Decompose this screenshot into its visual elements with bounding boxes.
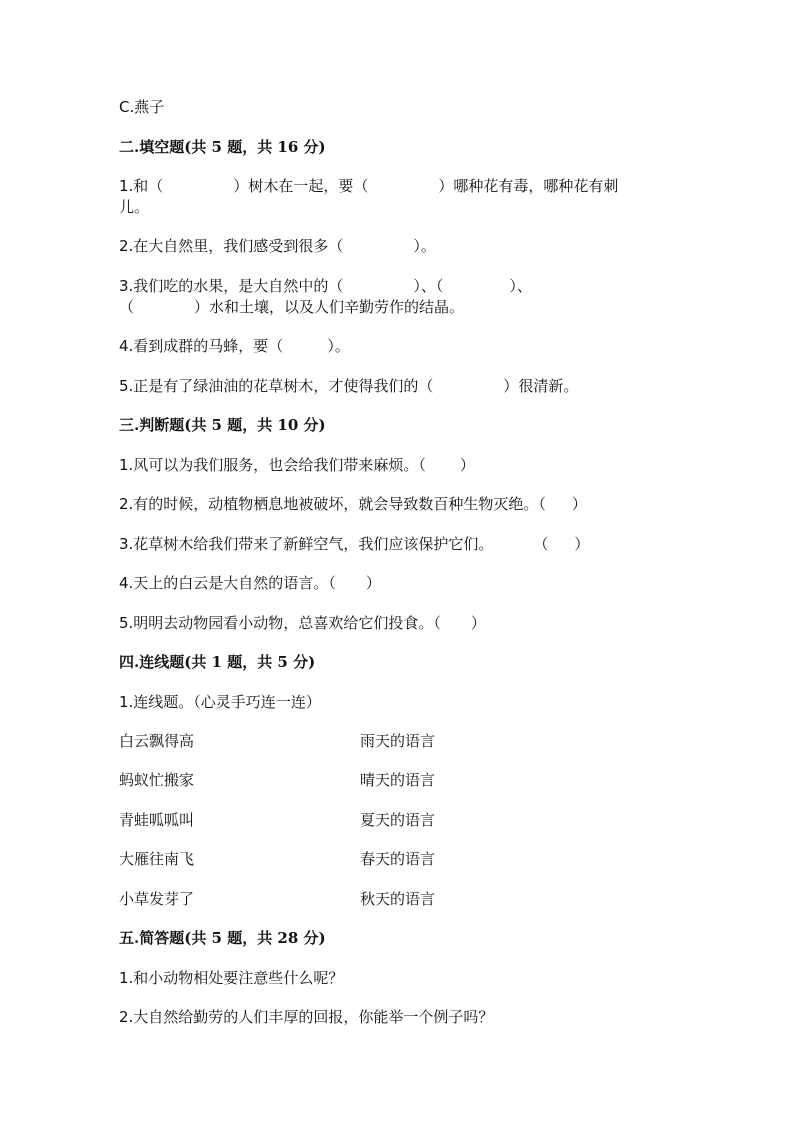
judge-q1 xyxy=(119,455,475,475)
judge-q5-text: 5.明明去动物园看小动物，总喜欢给它们投食。（ xyxy=(119,614,441,632)
match-left-item: 蚂蚁忙搬家 xyxy=(119,771,195,789)
fill-q3-part-d: （ xyxy=(119,298,135,316)
fill-q3-part-b: ）、（ xyxy=(413,277,444,295)
judge-q3 xyxy=(119,534,589,554)
section-fill-title: 二.填空题(共 5 题，共 16 分) xyxy=(119,138,326,156)
fill-q4 xyxy=(119,336,350,356)
match-right-item: 夏天的语言 xyxy=(360,811,436,829)
match-prompt: 1.连线题。（心灵手巧连一连） xyxy=(119,693,321,711)
match-left-item: 白云飘得高 xyxy=(119,732,195,750)
fill-q1-line2: 儿。 xyxy=(119,198,150,216)
judge-q1-text: 1.风可以为我们服务，也会给我们带来麻烦。（ xyxy=(119,456,426,474)
fill-q5 xyxy=(119,376,578,396)
fill-q3-part-e: ）水和土壤，以及人们辛勤劳作的结晶。 xyxy=(194,298,465,316)
short-q2: 2.大自然给勤劳的人们丰厚的回报，你能举一个例子吗？ xyxy=(119,1008,494,1026)
fill-q4-part-b: ）。 xyxy=(327,337,350,355)
fill-q1-line1 xyxy=(119,176,618,196)
match-left-item: 青蛙呱呱叫 xyxy=(119,811,195,829)
fill-q3-line2 xyxy=(119,297,464,317)
judge-q2 xyxy=(119,494,587,514)
judge-q4-close: ） xyxy=(365,574,381,592)
judge-q1-close: ） xyxy=(459,456,475,474)
fill-q2 xyxy=(119,236,436,256)
match-right-item: 晴天的语言 xyxy=(360,771,436,789)
judge-q4 xyxy=(119,573,381,593)
judge-q5-close: ） xyxy=(470,614,486,632)
fill-q3-part-a: 3.我们吃的水果，是大自然中的（ xyxy=(119,277,344,295)
fill-q2-part-a: 2.在大自然里，我们感受到很多（ xyxy=(119,237,344,255)
section-short-title: 五.简答题(共 5 题，共 28 分) xyxy=(119,929,326,947)
fill-q3-line1 xyxy=(119,276,532,296)
judge-q3-text: 3.花草树木给我们带来了新鲜空气，我们应该保护它们。 xyxy=(119,535,494,553)
match-left-item: 大雁往南飞 xyxy=(119,850,195,868)
fill-q1-part-c: ）哪种花有毒，哪种花有刺 xyxy=(438,177,619,195)
match-left-item: 小草发芽了 xyxy=(119,890,195,908)
fill-q5-part-b: ）很清新。 xyxy=(503,377,579,395)
option-c: C.燕子 xyxy=(119,98,165,116)
fill-q1-part-b: ）树木在一起，要（ xyxy=(233,177,369,195)
fill-q1-part-a: 1.和（ xyxy=(119,177,164,195)
judge-q2-text: 2.有的时候，动植物栖息地被破坏，就会导致数百种生物灭绝。（ xyxy=(119,495,546,513)
match-right-item: 秋天的语言 xyxy=(360,890,436,908)
short-q1: 1.和小动物相处要注意些什么呢？ xyxy=(119,969,344,987)
fill-q2-part-b: ）。 xyxy=(413,237,436,255)
match-right-item: 雨天的语言 xyxy=(360,732,436,750)
judge-q5 xyxy=(119,613,486,633)
fill-q3-part-c: ）、 xyxy=(509,277,532,295)
judge-q2-close: ） xyxy=(571,495,587,513)
judge-q3-close: ） xyxy=(574,535,590,553)
judge-q3-open: （ xyxy=(533,535,549,553)
match-right-item: 春天的语言 xyxy=(360,850,436,868)
section-judge-title: 三.判断题(共 5 题，共 10 分) xyxy=(119,416,326,434)
judge-q4-text: 4.天上的白云是大自然的语言。（ xyxy=(119,574,336,592)
fill-q4-part-a: 4.看到成群的马蜂，要（ xyxy=(119,337,284,355)
fill-q5-part-a: 5.正是有了绿油油的花草树木，才使得我们的（ xyxy=(119,377,434,395)
section-match-title: 四.连线题(共 1 题，共 5 分) xyxy=(119,653,316,671)
